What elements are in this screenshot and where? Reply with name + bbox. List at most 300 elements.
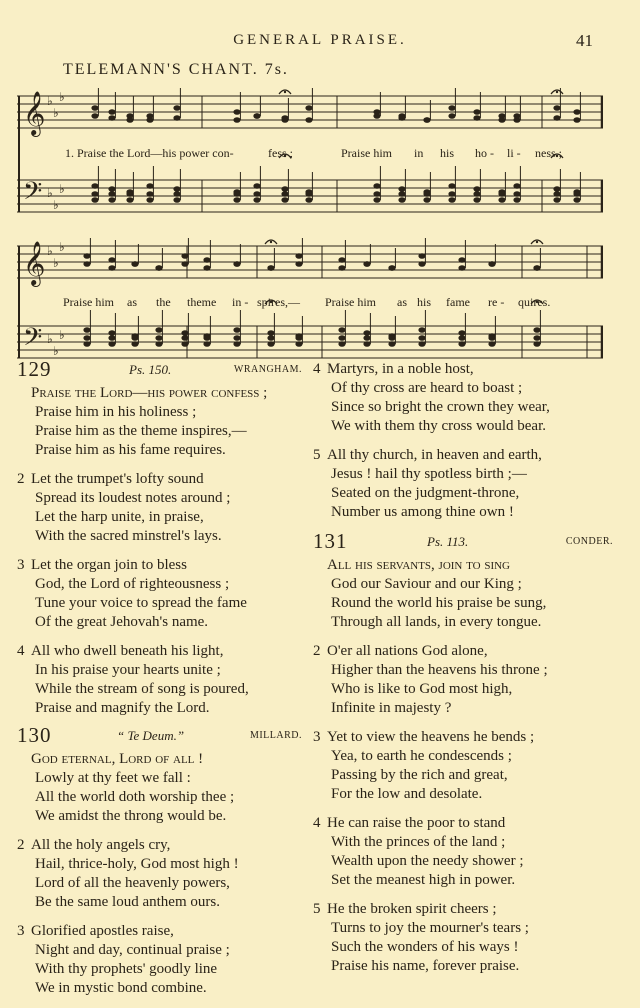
note-head <box>181 253 188 259</box>
note-head <box>173 115 180 121</box>
hymn-author: MILLARD. <box>249 730 302 741</box>
note-head <box>363 335 370 341</box>
note-head <box>498 197 505 203</box>
hymn-number: 129 <box>17 357 52 381</box>
note-head <box>91 113 98 119</box>
verse-line <box>313 680 613 699</box>
note-head <box>295 335 302 341</box>
note-head <box>108 197 115 203</box>
note-head <box>155 265 162 271</box>
verse-line <box>313 661 613 680</box>
note-head <box>338 265 345 271</box>
note-head <box>253 191 260 197</box>
note-head <box>513 191 520 197</box>
note-head <box>388 335 395 341</box>
note-head <box>458 335 465 341</box>
note-head <box>146 197 153 203</box>
lyric: as <box>127 295 137 309</box>
lyric: 1. Praise the Lord—his power con- <box>65 146 234 160</box>
note-head <box>553 105 560 111</box>
note-head <box>83 253 90 259</box>
note-head <box>388 341 395 347</box>
lyric: his <box>417 295 432 309</box>
treble-clef: 𝄞 <box>23 91 46 135</box>
verse-line <box>17 556 302 575</box>
verse-line <box>17 470 302 489</box>
lyric: the <box>156 295 171 309</box>
verse-line <box>17 613 302 632</box>
lyric: fess ; <box>268 146 293 160</box>
verse-line <box>17 384 302 403</box>
note-head <box>295 253 302 259</box>
note-head <box>295 261 302 267</box>
flat-sign: ♭ <box>53 344 59 358</box>
note-head <box>553 115 560 121</box>
note-head <box>203 265 210 271</box>
verse-text: God eternal, Lord of all ! <box>31 751 204 767</box>
verse-line <box>313 484 613 503</box>
verse-text: Higher than the heavens his throne ; <box>331 662 548 678</box>
lyric: ho - <box>475 146 494 160</box>
note-head <box>418 261 425 267</box>
note-head <box>91 191 98 197</box>
verse-text: Lord of all the heavenly powers, <box>35 875 230 891</box>
verse-line <box>313 575 613 594</box>
verse <box>313 360 613 436</box>
note-head <box>338 341 345 347</box>
verse-text: All the world doth worship thee ; <box>35 789 235 805</box>
note-head <box>473 186 480 192</box>
verse-line <box>313 594 613 613</box>
verses-continued <box>313 360 613 522</box>
note-head <box>108 335 115 341</box>
note-head <box>146 191 153 197</box>
note-head <box>448 105 455 111</box>
verse-line <box>313 379 613 398</box>
note-head <box>398 186 405 192</box>
verse-line <box>313 919 613 938</box>
note-head <box>448 113 455 119</box>
note-head <box>233 117 240 123</box>
verse-text: Let the trumpet's lofty sound <box>31 471 204 487</box>
verse-number: 4 <box>17 643 25 659</box>
hymn-author: WRANGHAM. <box>233 364 302 375</box>
verse-number: 2 <box>313 643 321 659</box>
verse-line <box>17 680 302 699</box>
right-column <box>313 360 613 986</box>
verse-number: 3 <box>17 557 25 573</box>
hymn-130 <box>17 723 302 998</box>
verse-line <box>313 785 613 804</box>
chant-title: TELEMANN'S CHANT. 7s. <box>63 61 289 78</box>
hymn-header <box>17 723 302 750</box>
note-head <box>126 191 133 197</box>
verse-text: Yea, to earth he condescends ; <box>331 748 512 764</box>
verse-line <box>313 417 613 436</box>
note-head <box>108 330 115 336</box>
page-header-title: GENERAL PRAISE. <box>233 32 407 48</box>
note-head <box>91 105 98 111</box>
lyric: ness ; <box>535 146 562 160</box>
left-column <box>17 357 302 1008</box>
page-number: 41 <box>576 31 593 50</box>
verse <box>17 642 302 718</box>
verse-line <box>313 613 613 632</box>
note-head <box>488 261 495 267</box>
hymn-129 <box>17 357 302 718</box>
fermata-dot <box>270 241 272 243</box>
verse-text: Glorified apostles raise, <box>31 923 174 939</box>
verse-line <box>313 446 613 465</box>
note-head <box>155 335 162 341</box>
verse-line <box>17 750 302 769</box>
verse-line <box>313 556 613 575</box>
note-head <box>373 191 380 197</box>
note-head <box>498 117 505 123</box>
verse <box>313 814 613 890</box>
note-head <box>108 115 115 121</box>
bass-clef: 𝄢 <box>23 323 43 358</box>
note-head <box>267 335 274 341</box>
verse-number: 5 <box>313 901 321 917</box>
lyric: in - <box>232 295 249 309</box>
note-head <box>233 197 240 203</box>
note-head <box>108 257 115 263</box>
verse-text: Set the meanest high in power. <box>331 872 516 888</box>
verse-line <box>17 788 302 807</box>
verse <box>17 836 302 912</box>
note-head <box>173 186 180 192</box>
note-head <box>373 113 380 119</box>
verse <box>17 556 302 632</box>
hymn-header <box>17 357 302 384</box>
verse-line <box>313 938 613 957</box>
verse-number: 2 <box>17 471 25 487</box>
note-head <box>181 261 188 267</box>
verses <box>313 556 613 976</box>
note-head <box>126 197 133 203</box>
verse-text: Praise and magnify the Lord. <box>35 700 210 716</box>
hymn-reference: Ps. 113. <box>427 534 469 549</box>
note-head <box>573 109 580 115</box>
note-head <box>513 113 520 119</box>
note-head <box>388 265 395 271</box>
note-head <box>146 183 153 189</box>
note-head <box>363 330 370 336</box>
verse-text: Jesus ! hail thy spotless birth ;— <box>331 466 527 482</box>
note-head <box>513 183 520 189</box>
note-head <box>83 335 90 341</box>
note-head <box>253 183 260 189</box>
note-head <box>253 197 260 203</box>
note-head <box>281 197 288 203</box>
note-head <box>131 335 138 341</box>
verse-text: We amidst the throng would be. <box>35 808 227 824</box>
note-head <box>553 186 560 192</box>
note-head <box>83 341 90 347</box>
note-head <box>233 327 240 333</box>
verse <box>313 556 613 632</box>
verse-line <box>313 957 613 976</box>
lyric: Praise him <box>63 295 114 309</box>
verse-text: While the stream of song is poured, <box>35 681 249 697</box>
note-head <box>281 186 288 192</box>
verse-text: Lowly at thy feet we fall : <box>35 770 191 786</box>
flat-sign: ♭ <box>59 328 65 342</box>
note-head <box>573 191 580 197</box>
hymn-header <box>313 529 613 556</box>
verse-text: Wealth upon the needy shower ; <box>331 853 524 869</box>
verse-text: For the low and desolate. <box>331 786 483 802</box>
note-head <box>108 341 115 347</box>
note-head <box>458 257 465 263</box>
verse-line <box>313 900 613 919</box>
verse-number: 5 <box>313 447 321 463</box>
lyric: as <box>397 295 407 309</box>
verse-text: Passing by the rich and great, <box>331 767 508 783</box>
note-head <box>181 330 188 336</box>
lyric: Praise him <box>325 295 376 309</box>
verse-text: Praise him in his holiness ; <box>35 404 197 420</box>
note-head <box>155 341 162 347</box>
verse-text: Yet to view the heavens he bends ; <box>327 729 535 745</box>
verse-text: Be the same loud anthem ours. <box>35 894 220 910</box>
hymn-reference: Ps. 150. <box>129 362 172 377</box>
verse-text: All who dwell beneath his light, <box>31 643 224 659</box>
note-head <box>448 197 455 203</box>
note-head <box>108 186 115 192</box>
verse-line <box>313 852 613 871</box>
verse-text: Turns to joy the mourner's tears ; <box>331 920 529 936</box>
note-head <box>553 191 560 197</box>
verse-text: We with them thy cross would bear. <box>331 418 547 434</box>
verse-text: Of the great Jehovah's name. <box>35 614 209 630</box>
verse-number: 4 <box>313 361 321 377</box>
flat-sign: ♭ <box>47 332 53 346</box>
hymn-author: CONDER. <box>565 536 613 547</box>
hymn-131 <box>313 529 613 976</box>
flat-sign: ♭ <box>47 244 53 258</box>
note-head <box>267 341 274 347</box>
verse-line <box>313 747 613 766</box>
note-head <box>126 117 133 123</box>
lyric: Praise him <box>341 146 392 160</box>
note-head <box>513 197 520 203</box>
note-head <box>281 191 288 197</box>
treble-clef: 𝄞 <box>23 241 46 285</box>
verse-text: Since so bright the crown they wear, <box>331 399 550 415</box>
lyric: fame <box>446 295 470 309</box>
note-head <box>233 335 240 341</box>
chant-lyrics-line-1 <box>0 146 640 162</box>
verse-text: God our Saviour and our King ; <box>331 576 522 592</box>
fermata-dot <box>284 91 286 93</box>
verse-line <box>313 766 613 785</box>
note-head <box>83 327 90 333</box>
verse <box>17 922 302 998</box>
note-head <box>573 117 580 123</box>
verse-text: All thy church, in heaven and earth, <box>327 447 542 463</box>
verse-number: 2 <box>17 837 25 853</box>
verse-text: Praise him as the theme inspires,— <box>35 423 247 439</box>
note-head <box>181 341 188 347</box>
note-head <box>281 115 288 121</box>
note-head <box>458 341 465 347</box>
hymn-reference: “ Te Deum.” <box>117 728 185 743</box>
verse-text: Round the world his praise be sung, <box>331 595 547 611</box>
note-head <box>203 257 210 263</box>
verse-text: Tune your voice to spread the fame <box>35 595 247 611</box>
note-head <box>131 341 138 347</box>
verse-line <box>17 489 302 508</box>
lyric: theme <box>187 295 217 309</box>
verse-line <box>17 575 302 594</box>
verse-line <box>313 465 613 484</box>
note-head <box>533 327 540 333</box>
verse-text: Let the harp unite, in praise, <box>35 509 204 525</box>
verse-text: O'er all nations God alone, <box>327 643 488 659</box>
note-head <box>305 191 312 197</box>
verse-text: Through all lands, in every tongue. <box>331 614 542 630</box>
verse-line <box>17 594 302 613</box>
verse-line <box>17 422 302 441</box>
lyric: spires,— <box>257 295 300 309</box>
verse-text: With the sacred minstrel's lays. <box>35 528 222 544</box>
note-head <box>233 341 240 347</box>
verse-text: He can raise the poor to stand <box>327 815 506 831</box>
verse-line <box>17 922 302 941</box>
note-head <box>155 327 162 333</box>
verse-text: Of thy cross are heard to boast ; <box>331 380 523 396</box>
note-head <box>233 191 240 197</box>
verse-line <box>17 836 302 855</box>
verse-line <box>313 814 613 833</box>
note-head <box>203 335 210 341</box>
note-head <box>488 341 495 347</box>
note-head <box>573 197 580 203</box>
note-head <box>363 261 370 267</box>
note-head <box>305 117 312 123</box>
note-head <box>553 197 560 203</box>
verse-line <box>17 769 302 788</box>
verse-text: Seated on the judgment-throne, <box>331 485 520 501</box>
lyric: quires. <box>518 295 551 309</box>
verse-line <box>17 661 302 680</box>
note-head <box>448 191 455 197</box>
verse-text: Night and day, continual praise ; <box>35 942 230 958</box>
note-head <box>418 253 425 259</box>
note-head <box>423 191 430 197</box>
note-head <box>398 191 405 197</box>
note-head <box>458 330 465 336</box>
note-head <box>295 341 302 347</box>
verse-line <box>313 699 613 718</box>
verse-text: Praise him as his fame requires. <box>35 442 226 458</box>
flat-sign: ♭ <box>53 198 59 212</box>
note-head <box>181 335 188 341</box>
verse-text: Praise the Lord—his power confess ; <box>31 385 268 401</box>
flat-sign: ♭ <box>59 90 65 104</box>
verses <box>17 750 302 998</box>
verse-line <box>313 833 613 852</box>
verse-text: Such the wonders of his ways ! <box>331 939 519 955</box>
note-head <box>267 330 274 336</box>
verse-line <box>17 893 302 912</box>
note-head <box>173 105 180 111</box>
note-head <box>418 341 425 347</box>
verse-number: 3 <box>17 923 25 939</box>
note-head <box>233 261 240 267</box>
verse-line <box>17 642 302 661</box>
verse-text: With thy prophets' goodly line <box>35 961 218 977</box>
verse-line <box>17 855 302 874</box>
lyric: re - <box>488 295 505 309</box>
note-head <box>488 335 495 341</box>
note-head <box>131 261 138 267</box>
note-head <box>473 109 480 115</box>
fermata-dot <box>536 241 538 243</box>
note-head <box>253 113 260 119</box>
note-head <box>338 327 345 333</box>
verse-line <box>17 508 302 527</box>
verse-line <box>17 441 302 460</box>
note-head <box>91 183 98 189</box>
chant-lyrics-line-2 <box>0 295 640 311</box>
note-head <box>458 265 465 271</box>
verse <box>313 642 613 718</box>
verse-line <box>17 874 302 893</box>
verse <box>17 384 302 460</box>
verse-line <box>17 941 302 960</box>
verse-text: God, the Lord of righteousness ; <box>35 576 230 592</box>
note-head <box>173 191 180 197</box>
verse <box>313 446 613 522</box>
verse-text: Hail, thrice-holy, God most high ! <box>35 856 239 872</box>
verse-text: Praise his name, forever praise. <box>331 958 520 974</box>
verse <box>17 750 302 826</box>
lyric: li - <box>507 146 521 160</box>
verse-text: He the broken spirit cheers ; <box>327 901 497 917</box>
verse-line <box>17 807 302 826</box>
verse-text: Spread its loudest notes around ; <box>35 490 231 506</box>
flat-sign: ♭ <box>59 240 65 254</box>
note-head <box>533 341 540 347</box>
note-head <box>83 261 90 267</box>
note-head <box>498 191 505 197</box>
note-head <box>418 327 425 333</box>
note-head <box>233 109 240 115</box>
note-head <box>305 105 312 111</box>
verse-line <box>313 398 613 417</box>
flat-sign: ♭ <box>47 94 53 108</box>
note-head <box>203 341 210 347</box>
note-head <box>533 335 540 341</box>
verse-text: All the holy angels cry, <box>31 837 171 853</box>
note-head <box>108 109 115 115</box>
verse-number: 4 <box>313 815 321 831</box>
verse <box>313 900 613 976</box>
verse-number: 3 <box>313 729 321 745</box>
verse <box>17 470 302 546</box>
verse-line <box>313 642 613 661</box>
verse-line <box>313 871 613 890</box>
note-head <box>448 183 455 189</box>
verse-line <box>313 728 613 747</box>
verse <box>313 728 613 804</box>
note-head <box>473 197 480 203</box>
note-head <box>267 265 274 271</box>
note-head <box>91 197 98 203</box>
